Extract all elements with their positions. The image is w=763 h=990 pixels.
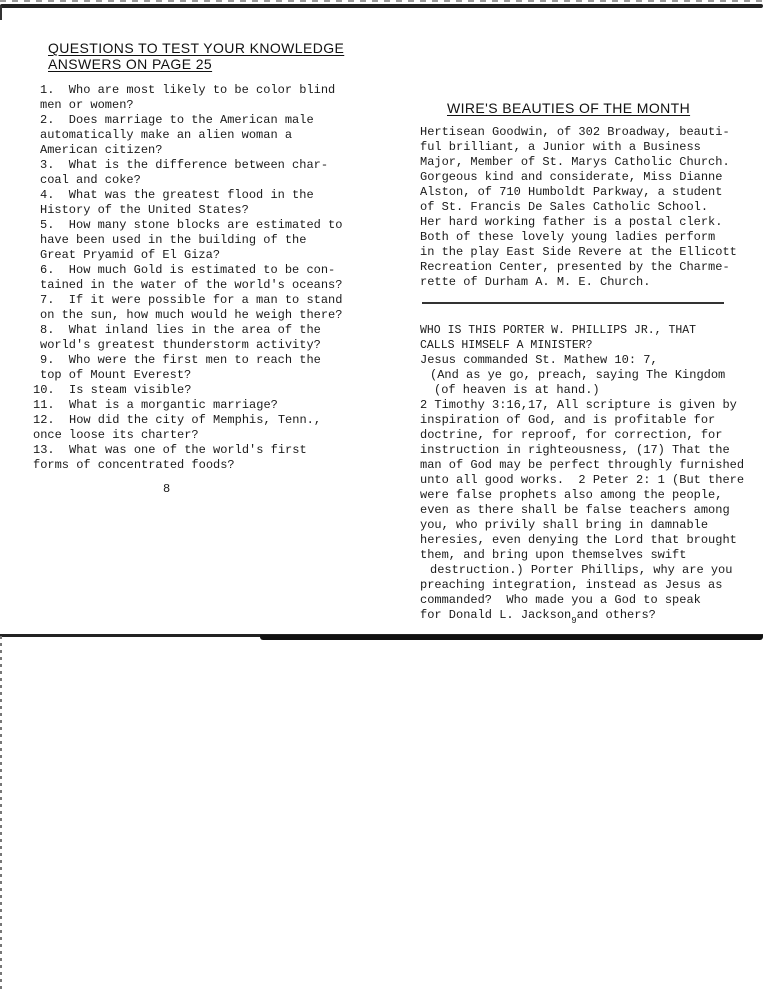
- top-page-rule: [0, 4, 763, 8]
- top-edge-dashes: [0, 0, 763, 2]
- article-last-line: for Donald L. Jackson$_9$and others?: [420, 608, 656, 626]
- question-3: 3. What is the difference between char- coal and coke?: [40, 158, 329, 187]
- left-page: [33, 40, 370, 473]
- question-9: 9. Who were the first men to reach the top of Mount Everest?: [40, 353, 321, 382]
- article-line: instruction in righteousness, (17) That the: [420, 443, 730, 457]
- question-13: 13. What was one of the world's first forms of concentrated foods?: [33, 443, 307, 472]
- question-1: 1. Who are most likely to be color blind men or women?: [40, 83, 336, 112]
- bottom-page-rule-thick: [260, 635, 763, 640]
- question-10: 10. Is steam visible?: [33, 383, 192, 397]
- article-line: commanded? Who made you a God to speak: [420, 593, 701, 607]
- article-line: them, and bring upon themselves swift: [420, 548, 687, 562]
- question-7: 7. If it were possible for a man to stand on the sun, how much would he weigh there?: [40, 293, 343, 322]
- article-line: man of God may be perfect throughly furnished: [420, 458, 745, 472]
- question-8: 8. What inland lies in the area of the world's greatest thunderstorm activity?: [40, 323, 321, 352]
- article-line: inspiration of God, and is profitable for: [420, 413, 716, 427]
- article-line: unto all good works. 2 Peter 2: 1 (But there: [420, 473, 745, 487]
- article-line: doctrine, for reproof, for correction, for: [420, 428, 723, 442]
- page-number-right: 9: [571, 616, 577, 626]
- article-line: you, who privily shall bring in damnable: [420, 518, 709, 532]
- beauties-line: Her hard working father is a postal clerk.: [420, 215, 723, 229]
- article-line: destruction.) Porter Phillips, why are you: [430, 563, 733, 577]
- question-4: 4. What was the greatest flood in the History of the United States?: [40, 188, 314, 217]
- article-title: WHO IS THIS PORTER W. PHILLIPS JR., THAT: [420, 324, 697, 337]
- beauties-heading: WIRE'S BEAUTIES OF THE MONTH: [447, 100, 691, 116]
- questions-list: [33, 83, 370, 473]
- article-line: even as there shall be false teachers among: [420, 503, 730, 517]
- article-line: preaching integration, instead as Jesus as: [420, 578, 723, 592]
- article-line: Jesus commanded St. Mathew 10: 7,: [420, 353, 658, 367]
- beauties-line: in the play East Side Revere at the Ellicott: [420, 245, 737, 259]
- question-2: 2. Does marriage to the American male automatically make an alien woman a American citizen?: [40, 113, 314, 157]
- article-line: (of heaven is at hand.): [434, 383, 600, 397]
- article-title: CALLS HIMSELF A MINISTER?: [420, 339, 593, 352]
- article-line: were false prophets also among the people,: [420, 488, 723, 502]
- page-number-left: 8: [163, 482, 171, 496]
- beauties-line: Gorgeous kind and considerate, Miss Dianne: [420, 170, 723, 184]
- article-line: heresies, even denying the Lord that brought: [420, 533, 737, 547]
- questions-heading: QUESTIONS TO TEST YOUR KNOWLEDGE: [48, 40, 345, 56]
- left-page-edge: [0, 636, 2, 990]
- beauties-line: Major, Member of St. Marys Catholic Church.: [420, 155, 730, 169]
- section-divider: [422, 302, 724, 304]
- answers-page-reference: ANSWERS ON PAGE 25: [48, 56, 213, 72]
- question-12: 12. How did the city of Memphis, Tenn., once loose its charter?: [33, 413, 322, 442]
- question-5: 5. How many stone blocks are estimated to have been used in the building of the Great Pryamid of El Giza?: [40, 218, 343, 262]
- beauties-line: Hertisean Goodwin, of 302 Broadway, beauti-: [420, 125, 730, 139]
- article-line: 2 Timothy 3:16,17, All scripture is given by: [420, 398, 737, 412]
- question-11: 11. What is a morgantic marriage?: [33, 398, 278, 412]
- top-left-corner-mark: [0, 6, 8, 20]
- question-6: 6. How much Gold is estimated to be con- tained in the water of the world's oceans?: [40, 263, 343, 292]
- beauties-line: Both of these lovely young ladies perform: [420, 230, 716, 244]
- porter-phillips-article: [420, 323, 763, 624]
- beauties-line: of St. Francis De Sales Catholic School.: [420, 200, 709, 214]
- beauties-line: Recreation Center, presented by the Charme-: [420, 260, 730, 274]
- beauties-line: rette of Durham A. M. E. Church.: [420, 275, 651, 289]
- article-line: (And as ye go, preach, saying The Kingdom: [430, 368, 726, 382]
- beauties-paragraph: [420, 125, 763, 290]
- beauties-line: Alston, of 710 Humboldt Parkway, a student: [420, 185, 723, 199]
- right-page: [420, 100, 763, 624]
- beauties-line: ful brilliant, a Junior with a Business: [420, 140, 701, 154]
